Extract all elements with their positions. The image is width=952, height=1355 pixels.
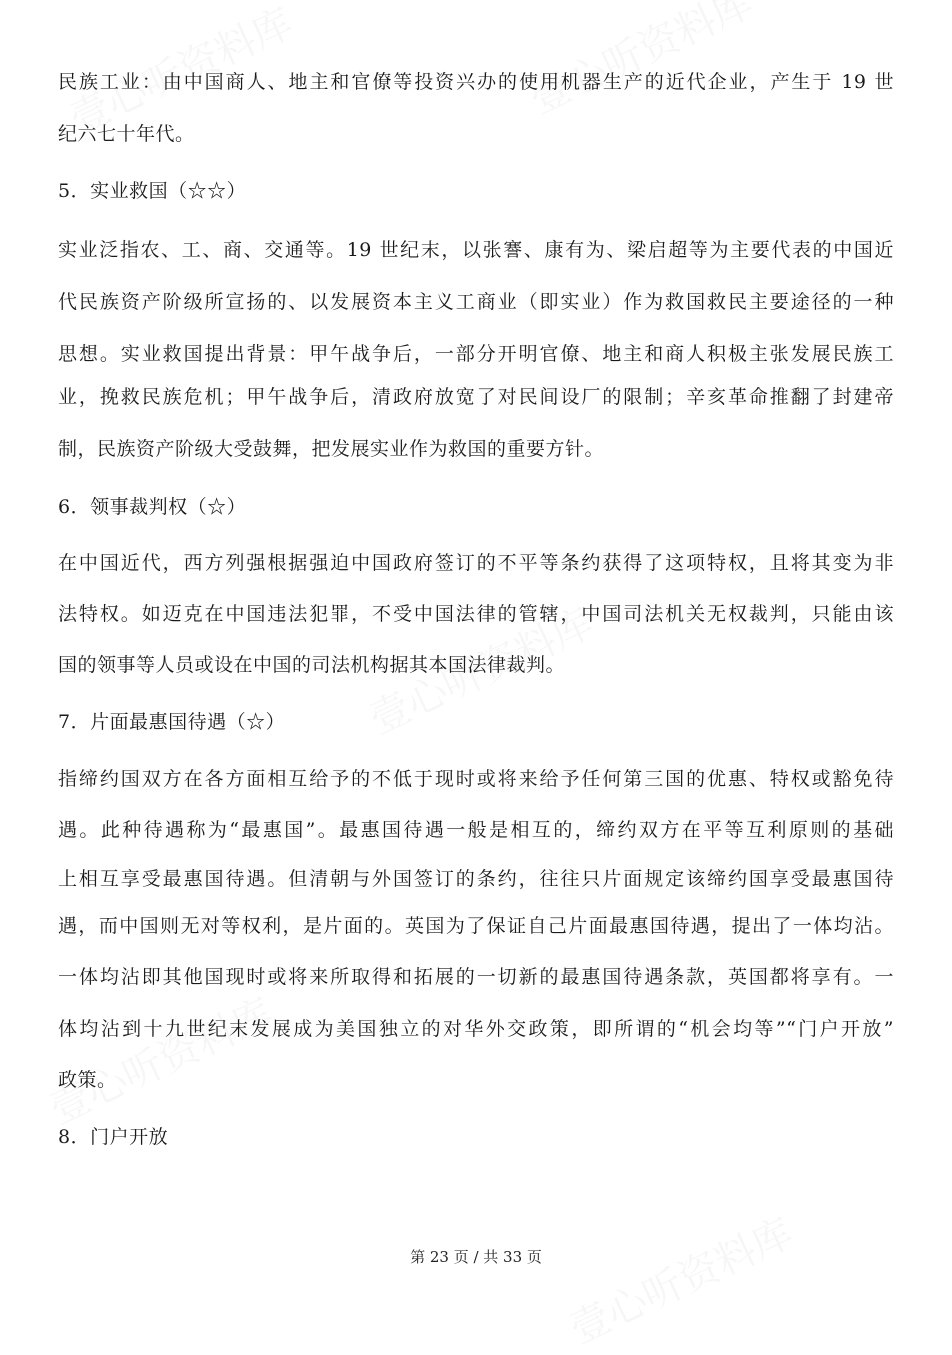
watermark [39, 982, 281, 1135]
section-heading-6: 6．领事裁判权（☆） [58, 496, 247, 518]
paragraph-line: 制，民族资产阶级大受鼓舞，把发展实业作为救国的重要方针。 [58, 438, 605, 460]
paragraph-line: 体均沾到十九世纪末发展成为美国独立的对华外交政策，即所谓的“机会均等”“门户开放” [58, 1018, 894, 1040]
paragraph-line: 法特权。如迈克在中国违法犯罪，不受中国法律的管辖，中国司法机关无权裁判，只能由该 [58, 603, 894, 625]
watermark [559, 1202, 801, 1355]
paragraph-line: 民族工业：由中国商人、地主和官僚等投资兴办的使用机器生产的近代企业，产生于 19 世 [58, 71, 894, 93]
section-heading-5: 5．实业救国（☆☆） [58, 180, 247, 202]
paragraph-line: 上相互享受最惠国待遇。但清朝与外国签订的条约，往往只片面规定该缔约国享受最惠国待 [58, 868, 894, 890]
paragraph-line: 遇。此种待遇称为“最惠国”。最惠国待遇一般是相互的，缔约双方在平等互利原则的基础 [58, 819, 894, 841]
paragraph-line: 思想。实业救国提出背景：甲午战争后，一部分开明官僚、地主和商人积极主张发展民族工 [58, 343, 894, 365]
paragraph-line: 遇，而中国则无对等权利，是片面的。英国为了保证自己片面最惠国待遇，提出了一体均沾。 [58, 915, 894, 937]
paragraph-line: 政策。 [58, 1069, 117, 1091]
section-heading-7: 7．片面最惠国待遇（☆） [58, 711, 286, 733]
paragraph-line: 代民族资产阶级所宣扬的、以发展资本主义工商业（即实业）作为救国救民主要途径的一种 [58, 291, 894, 313]
watermark [519, 0, 761, 125]
paragraph-line: 在中国近代，西方列强根据强迫中国政府签订的不平等条约获得了这项特权，且将其变为非 [58, 552, 894, 574]
paragraph-line: 国的领事等人员或设在中国的司法机构据其本国法律裁判。 [58, 654, 566, 676]
paragraph-line: 实业泛指农、工、商、交通等。19 世纪末，以张謇、康有为、梁启超等为主要代表的中国近 [58, 239, 894, 261]
section-heading-8: 8．门户开放 [58, 1126, 169, 1148]
paragraph-line: 业，挽救民族危机；甲午战争后，清政府放宽了对民间设厂的限制；辛亥革命推翻了封建帝 [58, 386, 894, 408]
paragraph-line: 指缔约国双方在各方面相互给予的不低于现时或将来给予任何第三国的优惠、特权或豁免待 [58, 768, 894, 790]
page-number-footer: 第 23 页 / 共 33 页 [410, 1248, 542, 1266]
paragraph-line: 纪六七十年代。 [58, 123, 195, 145]
paragraph-line: 一体均沾即其他国现时或将来所取得和拓展的一切新的最惠国待遇条款，英国都将享有。一 [58, 966, 894, 988]
